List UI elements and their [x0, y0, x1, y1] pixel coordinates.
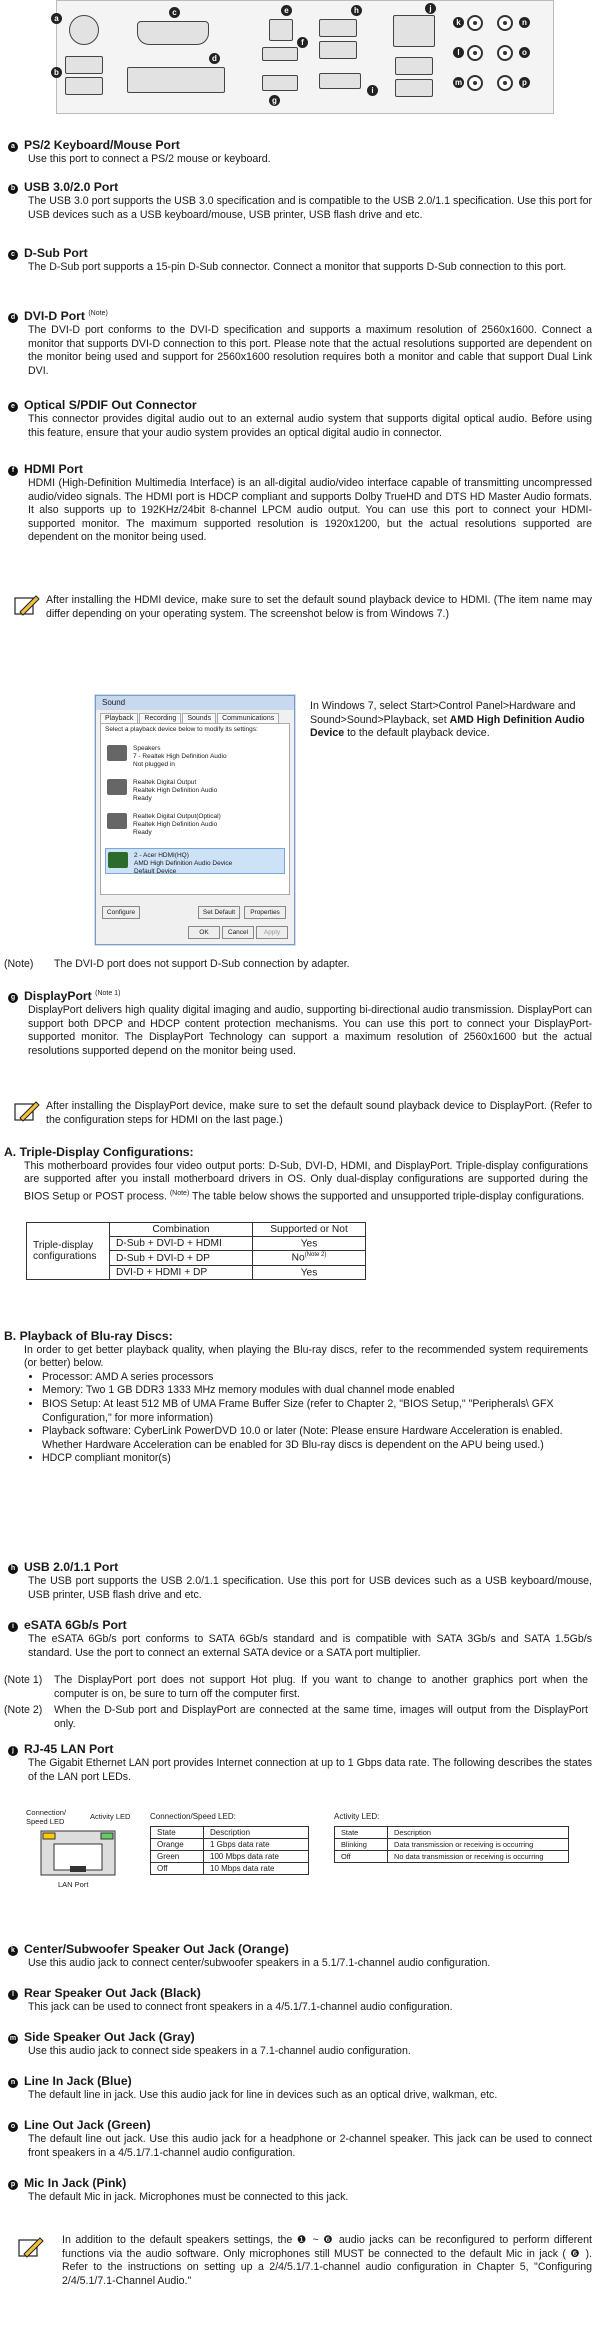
- marker-o-icon: o: [8, 2122, 18, 2132]
- section-title: Line In Jack (Blue): [24, 2074, 132, 2088]
- device-sub: AMD High Definition Audio Device: [134, 860, 233, 867]
- marker-g-icon: g: [8, 993, 18, 1003]
- marker-p-icon: p: [8, 2180, 18, 2190]
- marker-d: d: [209, 53, 220, 64]
- bluray-requirements-list: [4, 1371, 588, 1466]
- section-title: Mic In Jack (Pink): [24, 2176, 127, 2190]
- note-2: [4, 1704, 588, 1731]
- supported-value: Yes: [300, 1238, 318, 1250]
- cell-combo: D-Sub + DVI-D + DP: [110, 1251, 253, 1265]
- marker-i-icon: i: [8, 1622, 18, 1632]
- marker-e-icon: e: [8, 402, 18, 412]
- audio-jack-o-icon: [497, 45, 513, 61]
- col-header: Description: [204, 1827, 309, 1839]
- section-body: HDMI (High-Definition Multimedia Interface) is an all-digital audio/video interface capable of transmitting uncompressed audio/video signals. The HDMI port is HDCP compliant and supports Dolby TrueHD and DTS HD Master Audio formats. It also supports up to 192KHz/24bit 8-channel LPCM audio output. You can use this port to connect your HDMI-supported monitor. The maximum supported resolution is 1920x1200, but the actual resolutions supported are dependent on the monitor being used.: [28, 477, 592, 544]
- dsub-port-icon: [137, 21, 209, 45]
- device-name: Realtek Digital Output: [133, 779, 197, 786]
- hdmi-win7-instructions: [310, 700, 592, 741]
- cell-supported: [253, 1237, 366, 1251]
- activity-led-label: Activity LED: [90, 1812, 131, 1821]
- cancel-button: Cancel: [222, 926, 254, 939]
- pencil-note-icon: [14, 1100, 40, 1122]
- note-superscript: (Note): [88, 310, 108, 317]
- note-text: When the D-Sub port and DisplayPort are connected at the same time, images will output from the DisplayPort only.: [54, 1704, 588, 1730]
- marker-m: m: [454, 78, 463, 87]
- section-body: This connector provides digital audio out to an external audio system that supports digital optical audio. Before using this feature, ensure that your audio system provides an optical digital audio in connector.: [28, 413, 592, 439]
- optical-output-icon: [107, 813, 127, 829]
- section-body: Use this audio jack to connect side speakers in a 7.1-channel audio configuration.: [28, 2045, 411, 2057]
- section-title: Line Out Jack (Green): [24, 2118, 151, 2132]
- cell-combo: DVI-D + HDMI + DP: [110, 1265, 253, 1279]
- pencil-note-icon: [14, 594, 40, 616]
- rj45-port-icon: [393, 15, 435, 47]
- marker-a: a: [51, 13, 62, 24]
- marker-b-icon: b: [8, 184, 18, 194]
- table-row: [151, 1851, 309, 1863]
- device-item: [105, 810, 283, 834]
- section-audio-m: [8, 2030, 592, 2059]
- list-item: • Playback software: CyberLink PowerDVD 10.0 or later (Note: Please ensure Hardware Acceleration is enabled. Whether Hardware Acceleration can be enabled for 3D Blu-ray discs is dependent on the APU being used.): [42, 1425, 588, 1452]
- section-title: HDMI Port: [24, 462, 83, 476]
- device-item: [105, 776, 283, 800]
- section-title: Center/Subwoofer Speaker Out Jack (Orange): [24, 1942, 289, 1956]
- triple-heading: A. Triple-Display Configurations:: [4, 1145, 194, 1159]
- table-header-row: [151, 1827, 309, 1839]
- note-superscript: (Note 1): [95, 990, 121, 997]
- col-header-supported: Supported or Not: [253, 1223, 366, 1237]
- section-title: USB 3.0/2.0 Port: [24, 180, 119, 194]
- section-esata: [8, 1618, 592, 1660]
- marker-e: e: [281, 5, 292, 16]
- marker-m-icon: m: [9, 2035, 17, 2042]
- triple-display-table: [26, 1222, 366, 1280]
- esata-port-icon: [319, 73, 361, 89]
- triple-text-end: The table below shows the supported and unsupported triple-display configurations.: [189, 1190, 585, 1203]
- section-displayport: [8, 986, 592, 1058]
- cell-combo: D-Sub + DVI-D + HDMI: [110, 1237, 253, 1251]
- section-audio-k: [8, 1942, 592, 1971]
- marker-n-icon: n: [8, 2078, 18, 2088]
- marker-p: p: [519, 77, 530, 88]
- supported-value: Yes: [300, 1267, 318, 1279]
- section-body: The default line out jack. Use this audio jack for a headphone or 2-channel speaker. This jack can be used to connect front speakers in a 4/5.1/7.1-channel audio configuration.: [28, 2133, 592, 2159]
- dvi-port-icon: [127, 67, 225, 93]
- marker-j: j: [425, 3, 436, 14]
- col-header-combination: Combination: [110, 1223, 253, 1237]
- activity-led-table-title: Activity LED:: [334, 1812, 380, 1821]
- marker-d-icon: d: [8, 313, 18, 323]
- lan-port-icon: [40, 1830, 116, 1876]
- device-sub: Realtek High Definition Audio: [133, 787, 218, 794]
- back-panel-diagram: [56, 0, 554, 114]
- properties-button: Properties: [244, 906, 286, 919]
- marker-k: k: [453, 17, 464, 28]
- speaker-icon: [107, 745, 127, 761]
- tab-playback: Playback: [100, 713, 138, 723]
- marker-h: h: [351, 5, 362, 16]
- section-usb2: [8, 1560, 592, 1602]
- displayport-icon: [262, 75, 298, 91]
- note-superscript: (Note): [169, 1189, 190, 1197]
- section-body: The default line in jack. Use this audio jack for line in devices such as an optical drive, walkman, etc.: [28, 2089, 498, 2101]
- configure-button: Configure: [102, 906, 140, 919]
- sound-dialog-title: Sound: [96, 696, 294, 710]
- marker-f: f: [297, 37, 308, 48]
- marker-c: c: [169, 7, 180, 18]
- section-body: The USB 3.0 port supports the USB 3.0 specification and is compatible to the USB 2.0/1.1 specification. Use this port for USB devices such as a USB keyboard/mouse, USB printer, USB flash drive and etc.: [28, 195, 592, 221]
- conn-led-label: Connection/ Speed LED: [26, 1808, 67, 1826]
- usb2-port-icon-2: [319, 41, 357, 59]
- triple-body: [4, 1160, 588, 1204]
- marker-l-icon: l: [8, 1990, 18, 2000]
- section-body: DisplayPort delivers high quality digital imaging and audio, supporting bi-directional audio transmission. DisplayPort can support both DPCP and HDCP content protection mechanisms. You can use this port to connect your DisplayPort-supported monitor. The DisplayPort Technology can support a maximum resolution of 2560x1600 but the actual resolutions supported depend on the monitor being used.: [28, 1004, 592, 1057]
- device-sub: Realtek High Definition Audio: [133, 821, 218, 828]
- section-dvid: [8, 306, 592, 378]
- section-audio-n: [8, 2074, 592, 2103]
- section-body: The Gigabit Ethernet LAN port provides Internet connection at up to 1 Gbps data rate. The following describes the states of the LAN port LEDs.: [28, 1757, 592, 1783]
- device-state: Ready: [133, 795, 152, 802]
- audio-jack-l-icon: [467, 45, 483, 61]
- section-body: Use this port to connect a PS/2 mouse or keyboard.: [28, 153, 271, 165]
- cell: Blinking: [335, 1839, 388, 1851]
- section-title: Rear Speaker Out Jack (Black): [24, 1986, 201, 2000]
- cell: 100 Mbps data rate: [204, 1851, 309, 1863]
- col-header: State: [151, 1827, 204, 1839]
- win7-text: In Windows 7, select Start>Control Panel>Hardware and Sound>Sound>Playback, set: [310, 700, 576, 726]
- note-dvi: [4, 958, 588, 972]
- usb3-port-icon-2: [65, 77, 103, 95]
- usb-lower-icon-2: [395, 79, 433, 97]
- audio-jack-m-icon: [467, 75, 483, 91]
- cell-supported: [253, 1251, 366, 1265]
- win7-device-name: AMD High Definition Audio Device: [310, 713, 585, 740]
- hdmi-port-icon: [262, 47, 298, 61]
- marker-n: n: [519, 17, 530, 28]
- note-tag: (Note 2): [4, 1704, 43, 1716]
- cell-supported: [253, 1265, 366, 1279]
- ok-button: OK: [188, 926, 220, 939]
- cell: Orange: [151, 1839, 204, 1851]
- section-audio-l: [8, 1986, 592, 2015]
- note-text: The DVI-D port does not support D-Sub connection by adapter.: [54, 958, 350, 970]
- marker-a-icon: a: [8, 142, 18, 152]
- triple-display-section: [4, 1146, 588, 1204]
- cell: Off: [151, 1863, 204, 1875]
- note-tag: (Note 1): [4, 1674, 43, 1686]
- device-state: Default Device: [134, 868, 177, 875]
- marker-o: o: [519, 47, 530, 58]
- list-item: • Processor: AMD A series processors: [42, 1371, 588, 1385]
- audio-jack-k-icon: [467, 15, 483, 31]
- marker-g: g: [269, 95, 280, 106]
- col-header: Description: [388, 1827, 569, 1839]
- device-state: Ready: [133, 829, 152, 836]
- section-title: D-Sub Port: [24, 246, 88, 260]
- cell: Green: [151, 1851, 204, 1863]
- marker-k-icon: k: [8, 1946, 18, 1956]
- audio-jack-p-icon: [497, 75, 513, 91]
- tab-communications: Communications: [217, 713, 279, 723]
- bluray-section: [4, 1330, 588, 1466]
- section-body: The D-Sub port supports a 15-pin D-Sub connector. Connect a monitor that supports D-Sub connection to this port.: [28, 261, 567, 273]
- pencil-note-icon: [18, 2236, 44, 2258]
- section-hdmi: [8, 462, 592, 545]
- list-item: • BIOS Setup: At least 512 MB of UMA Frame Buffer Size (refer to Chapter 2, "BIOS Setup," "Peripherals\ GFX Configuration," for more information): [42, 1398, 588, 1425]
- hdmi-tip: After installing the HDMI device, make sure to set the default sound playback device to HDMI. (The item name may differ depending on your operating system. The screenshot below is from Windows 7.): [46, 594, 592, 620]
- section-title: DisplayPort: [24, 989, 92, 1004]
- apply-button: Apply: [256, 926, 288, 939]
- marker-h-icon: h: [8, 1564, 18, 1574]
- section-rj45: [8, 1742, 592, 1784]
- lan-port-label: LAN Port: [58, 1880, 89, 1889]
- device-state: Not plugged in: [133, 761, 175, 768]
- hdmi-monitor-icon: [108, 852, 128, 868]
- activity-led-table: [334, 1826, 569, 1863]
- device-name: Realtek Digital Output(Optical): [133, 813, 221, 820]
- dialog-hint: Select a playback device below to modify its settings:: [105, 726, 258, 733]
- device-item-selected: [105, 848, 285, 874]
- supported-value: No: [291, 1252, 305, 1264]
- device-item: [105, 742, 283, 766]
- list-item: • HDCP compliant monitor(s): [42, 1452, 588, 1466]
- section-title: PS/2 Keyboard/Mouse Port: [24, 138, 180, 152]
- section-title: Side Speaker Out Jack (Gray): [24, 2030, 195, 2044]
- marker-b: b: [51, 67, 62, 78]
- cell: Off: [335, 1851, 388, 1863]
- digital-output-icon: [107, 779, 127, 795]
- table-row: [151, 1839, 309, 1851]
- triple-text: This motherboard provides four video output ports: D-Sub, DVI-D, HDMI, and DisplayPort. Triple-display configurations are supported after you install motherboard drivers in OS. Only dual-display configurations are supported during the BIOS Setup or POST process.: [24, 1159, 588, 1203]
- audio-config-tip: In addition to the default speakers settings, the ❶ ~ ❻ audio jacks can be reconfigured to perform different functions via the audio software. Only microphones still MUST be connected to the default Mic in jack ( ❻ ). Refer to the instructions on setting up a 2/4/5.1/7.1-channel audio configuration in Chapter 5, "Configuring 2/4/5.1/7.1-Channel Audio.": [62, 2234, 592, 2287]
- marker-f-icon: f: [8, 466, 18, 476]
- section-title: DVI-D Port: [24, 309, 85, 324]
- section-dsub: [8, 246, 592, 275]
- tab-recording: Recording: [139, 713, 181, 723]
- section-ps2: [8, 138, 592, 167]
- marker-i: i: [367, 85, 378, 96]
- section-audio-o: [8, 2118, 592, 2160]
- section-body: The default Mic in jack. Microphones must be connected to this jack.: [28, 2191, 349, 2203]
- win7-text-end: to the default playback device.: [344, 727, 490, 740]
- section-body: This jack can be used to connect front speakers in a 4/5.1/7.1-channel audio configuration.: [28, 2001, 453, 2013]
- usb3-port-icon: [65, 56, 103, 74]
- ps2-port-icon: [69, 15, 99, 45]
- device-name: Speakers: [133, 745, 161, 752]
- table-header-row: [335, 1827, 569, 1839]
- conn-led-table: [150, 1826, 309, 1875]
- section-audio-p: [8, 2176, 592, 2205]
- conn-led-table-title: Connection/Speed LED:: [150, 1812, 236, 1821]
- list-item: • Memory: Two 1 GB DDR3 1333 MHz memory modules with dual channel mode enabled: [42, 1384, 588, 1398]
- marker-l: l: [453, 47, 464, 58]
- section-usb3: [8, 180, 592, 222]
- note-text: The DisplayPort port does not support Hot plug. If you want to change to another graphics port when the computer is on, be sure to turn off the computer first.: [54, 1674, 588, 1700]
- displayport-tip: After installing the DisplayPort device, make sure to set the default sound playback device to DisplayPort. (Refer to the configuration steps for HDMI on the last page.): [46, 1100, 592, 1126]
- bluray-intro: In order to get better playback quality, when playing the Blu-ray discs, refer to the recommended system requirements (or better) below.: [24, 1343, 588, 1370]
- supported-note: (Note 2): [304, 1252, 327, 1259]
- marker-j-icon: j: [8, 1746, 18, 1756]
- usb2-port-icon: [319, 19, 357, 37]
- device-name: 2 - Acer HDMI(HQ): [134, 852, 189, 859]
- cell: 1 Gbps data rate: [204, 1839, 309, 1851]
- bluray-heading: B. Playback of Blu-ray Discs:: [4, 1329, 173, 1343]
- section-body: The DVI-D port conforms to the DVI-D specification and supports a maximum resolution of 2560x1600. Connect a monitor that supports DVI-D connection to this port. Please note that the actual resolutions supported are dependent on the monitor being used and support for 2560x1600 resolution requires both a monitor and cable that support Dual Link DVI.: [28, 324, 592, 377]
- section-title: RJ-45 LAN Port: [24, 1742, 114, 1756]
- cell: 10 Mbps data rate: [204, 1863, 309, 1875]
- cell: No data transmission or receiving is occurring: [388, 1851, 569, 1863]
- table-row: [335, 1851, 569, 1863]
- optical-port-icon: [269, 19, 293, 41]
- triple-row-header: Triple-display configurations: [27, 1223, 110, 1280]
- col-header: State: [335, 1827, 388, 1839]
- section-body: Use this audio jack to connect center/subwoofer speakers in a 5.1/7.1-channel audio configuration.: [28, 1957, 491, 1969]
- section-spdif: [8, 398, 592, 440]
- section-title: Optical S/PDIF Out Connector: [24, 398, 197, 412]
- note-tag: (Note): [4, 958, 34, 970]
- table-row: [151, 1863, 309, 1875]
- section-title: USB 2.0/1.1 Port: [24, 1560, 119, 1574]
- note-1: [4, 1674, 588, 1701]
- device-sub: 7 - Realtek High Definition Audio: [133, 753, 227, 760]
- section-body: The eSATA 6Gb/s port conforms to SATA 6Gb/s standard and is compatible with SATA 3Gb/s and SATA 1.5Gb/s standard. Use the port to connect an external SATA device or a SATA port multiplier.: [28, 1633, 592, 1659]
- audio-jack-n-icon: [497, 15, 513, 31]
- sound-dialog-screenshot: [95, 695, 295, 945]
- section-body: The USB port supports the USB 2.0/1.1 specification. Use this port for USB devices such as a USB keyboard/mouse, USB printer, USB flash drive and etc.: [28, 1575, 592, 1601]
- marker-c-icon: c: [8, 250, 18, 260]
- section-title: eSATA 6Gb/s Port: [24, 1618, 127, 1632]
- tab-sounds: Sounds: [182, 713, 216, 723]
- usb-lower-icon: [395, 57, 433, 75]
- cell: Data transmission or receiving is occurring: [388, 1839, 569, 1851]
- set-default-button: Set Default: [198, 906, 240, 919]
- table-row: [335, 1839, 569, 1851]
